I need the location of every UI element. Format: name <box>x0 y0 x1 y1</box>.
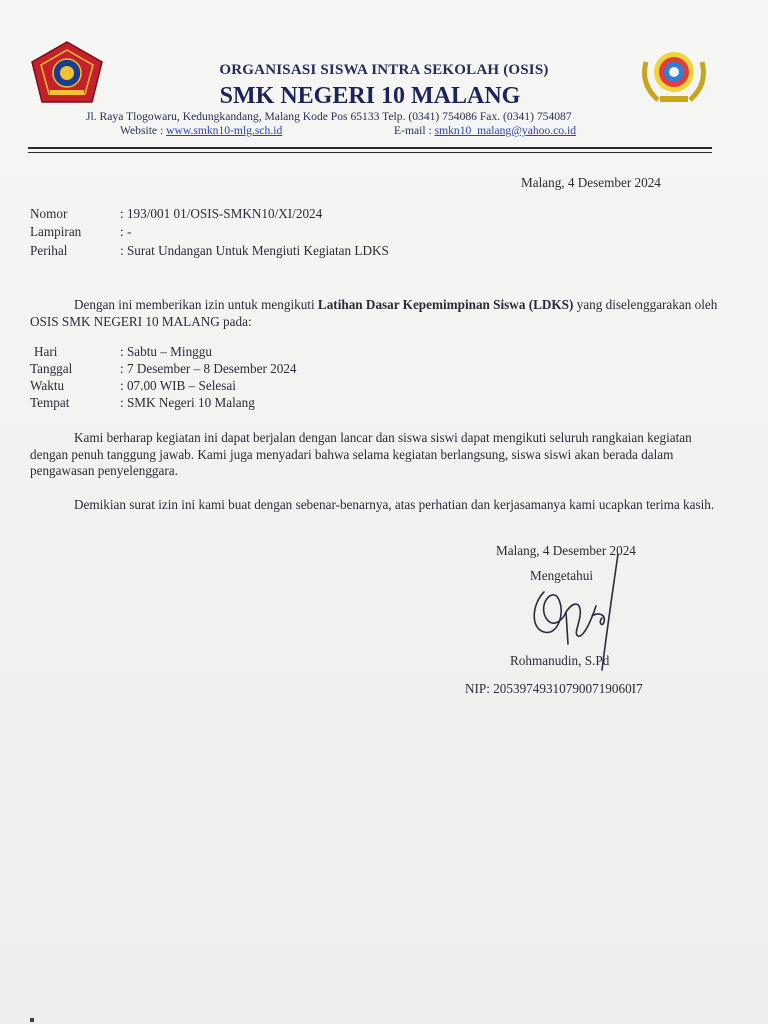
paragraph-2-text: Kami berharap kegiatan ini dapat berjalan dengan lancar dan siswa siswi dapat mengikuti seluruh rangkaian kegiatan dengan penuh tanggung jawab. Kami juga menyadari bahwa selama kegiatan berlangsung, siswa siswi akan berada dalam pengawasan penyelenggara. <box>30 430 692 478</box>
schedule-label-tempat: Tempat <box>30 395 70 410</box>
signatory-nip: NIP: 205397493107900719060I7 <box>465 681 643 696</box>
website-label: Website : <box>120 124 164 137</box>
schedule-value-waktu: : 07.00 WIB – Selesai <box>120 378 236 393</box>
body-paragraph-3 <box>30 497 720 514</box>
paragraph-3-text: Demikian surat izin ini kami buat dengan sebenar-benarnya, atas perhatian dan kerjasamanya kami ucapkan terima kasih. <box>74 497 715 512</box>
schedule-value-hari: : Sabtu – Minggu <box>120 344 212 359</box>
meta-label-perihal: Perihal <box>30 243 68 258</box>
schedule-label-hari: Hari <box>34 344 58 359</box>
email-line <box>394 124 576 137</box>
page-mark <box>30 1018 34 1022</box>
schedule-label-tanggal: Tanggal <box>30 361 73 376</box>
closing-place-date: Malang, 4 Desember 2024 <box>496 543 636 558</box>
email-label: E-mail : <box>394 124 432 137</box>
signatory-name: Rohmanudin, S.Pd <box>510 653 610 668</box>
letter-date: Malang, 4 Desember 2024 <box>521 175 661 190</box>
schedule-value-tempat: : SMK Negeri 10 Malang <box>120 395 255 410</box>
website-line <box>120 124 282 137</box>
school-address: Jl. Raya Tlogowaru, Kedungkandang, Malang Kode Pos 65133 Telp. (0341) 754086 Fax. (0341) 754087 <box>86 110 572 123</box>
school-name: SMK NEGERI 10 MALANG <box>219 83 521 109</box>
meta-label-lampiran: Lampiran <box>30 224 82 239</box>
intro-text-start: Dengan ini memberikan izin untuk mengikuti <box>74 297 318 312</box>
body-paragraph-2 <box>30 430 720 480</box>
website-link[interactable]: www.smkn10-mlg.sch.id <box>166 124 283 137</box>
email-link[interactable]: smkn10_malang@yahoo.co.id <box>434 124 576 137</box>
closing-acknowledged: Mengetahui <box>530 568 593 583</box>
org-name: ORGANISASI SISWA INTRA SEKOLAH (OSIS) <box>219 62 549 78</box>
intro-event-name: Latihan Dasar Kepemimpinan Siswa (LDKS) <box>317 297 574 312</box>
meta-value-lampiran: : - <box>120 224 132 239</box>
intro-text-end: yang diselenggarakan oleh OSIS SMK NEGERI 10 MALANG pada: <box>30 297 718 329</box>
meta-value-nomor: : 193/001 01/OSIS-SMKN10/XI/2024 <box>120 206 323 221</box>
header-divider-thin <box>28 152 712 153</box>
meta-label-nomor: Nomor <box>30 206 68 221</box>
intro-paragraph <box>30 297 720 330</box>
schedule-value-tanggal: : 7 Desember – 8 Desember 2024 <box>120 361 297 376</box>
header-divider-thick <box>28 147 712 149</box>
schedule-label-waktu: Waktu <box>30 378 65 393</box>
meta-value-perihal: : Surat Undangan Untuk Mengiuti Kegiatan LDKS <box>120 243 389 258</box>
